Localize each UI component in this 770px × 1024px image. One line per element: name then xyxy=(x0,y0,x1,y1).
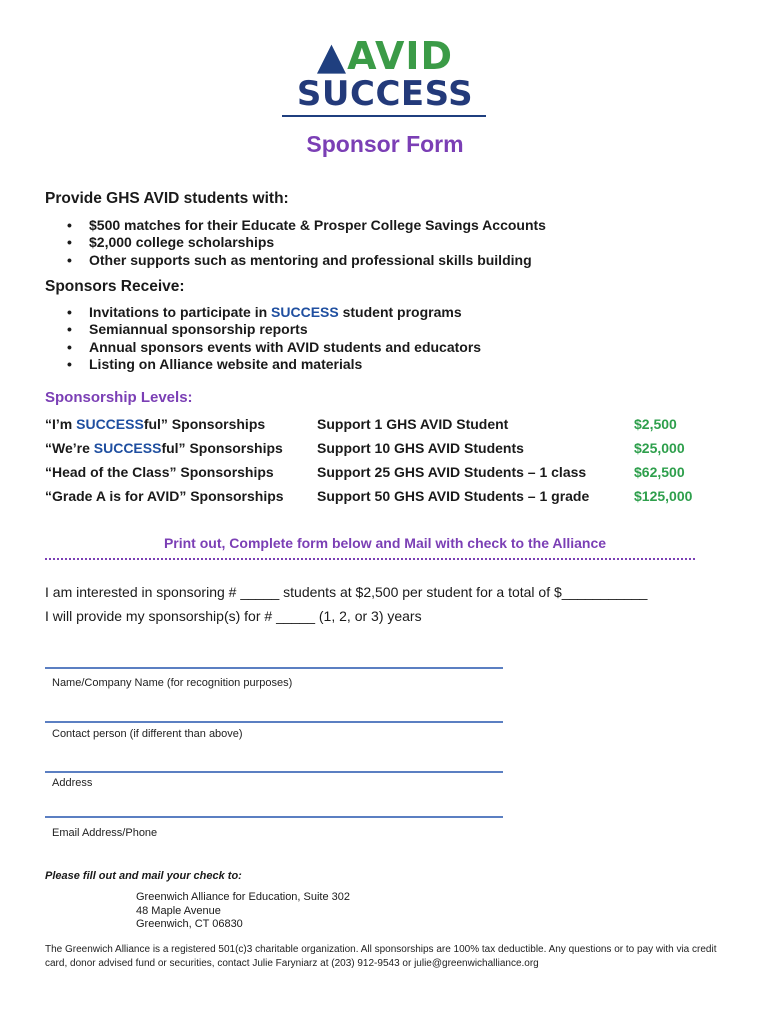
mail-heading: Please fill out and mail your check to: xyxy=(45,870,242,882)
sponsor-count-line[interactable]: I am interested in sponsoring # _____ students at $2,500 per student for a total of $___________ xyxy=(45,584,648,600)
item-text: Invitations to participate in xyxy=(89,304,272,320)
provide-list-wrap xyxy=(45,217,745,269)
dotted-divider xyxy=(45,558,695,560)
level-amount: $125,000 xyxy=(634,488,693,504)
level-row xyxy=(45,440,705,462)
receive-heading: Sponsors Receive: xyxy=(45,278,185,295)
address-field-line[interactable] xyxy=(45,771,503,773)
item-text: student programs xyxy=(338,304,462,320)
level-name-post: ful” Sponsorships xyxy=(143,416,266,432)
level-amount: $25,000 xyxy=(634,440,685,456)
level-name-pre: “We’re xyxy=(45,440,94,456)
list-item: • Annual sponsors events with AVID students and educators xyxy=(45,339,745,356)
address-field-label: Address xyxy=(52,777,93,789)
provide-section xyxy=(45,190,289,208)
level-support: Support 25 GHS AVID Students – 1 class xyxy=(317,464,587,480)
provide-heading: Provide GHS AVID students with: xyxy=(45,190,289,207)
level-support: Support 10 GHS AVID Students xyxy=(317,440,524,456)
logo-line1: AVID xyxy=(347,34,454,78)
level-name-pre: “I’m xyxy=(45,416,77,432)
contact-field-label: Contact person (if different than above) xyxy=(52,728,243,740)
sponsor-years-line[interactable]: I will provide my sponsorship(s) for # _____ (1, 2, or 3) years xyxy=(45,608,422,624)
address-line: 48 Maple Avenue xyxy=(136,904,221,917)
level-name: “Head of the Class” Sponsorships xyxy=(45,464,274,480)
logo-triangle-icon: ▲ xyxy=(316,34,348,78)
address-line: Greenwich, CT 06830 xyxy=(136,918,243,930)
name-field-label: Name/Company Name (for recognition purposes) xyxy=(52,677,293,689)
level-support: Support 50 GHS AVID Students – 1 grade xyxy=(317,488,590,504)
receive-section xyxy=(45,278,185,296)
name-field-line[interactable] xyxy=(45,667,503,669)
list-item xyxy=(45,304,745,321)
level-name xyxy=(45,440,283,456)
email-phone-field-line[interactable] xyxy=(45,816,503,818)
list-item: • Semiannual sponsorship reports xyxy=(45,321,745,338)
level-row xyxy=(45,416,705,438)
print-note: Print out, Complete form below and Mail with check to the Alliance xyxy=(163,535,607,551)
logo-divider xyxy=(282,115,486,117)
success-highlight: SUCCESS xyxy=(76,416,144,432)
list-item: • $500 matches for their Educate & Prosper College Savings Accounts xyxy=(45,217,745,234)
address-line: Greenwich Alliance for Education, Suite 302 xyxy=(136,891,351,903)
level-amount: $2,500 xyxy=(634,416,677,432)
receive-list-wrap xyxy=(45,304,745,373)
list-item: • Listing on Alliance website and materials xyxy=(45,356,745,373)
logo-success-text: SUCCESS xyxy=(296,74,474,114)
avid-success-logo xyxy=(0,36,770,112)
level-row xyxy=(45,464,705,486)
level-name xyxy=(45,416,265,432)
level-row xyxy=(45,488,705,510)
level-name-post: ful” Sponsorships xyxy=(161,440,283,456)
receive-list xyxy=(45,304,745,373)
logo-avid-text xyxy=(0,36,770,76)
list-item: • Other supports such as mentoring and professional skills building xyxy=(45,252,745,269)
email-phone-field-label: Email Address/Phone xyxy=(52,827,158,839)
success-highlight: SUCCESS xyxy=(271,304,339,320)
mailing-address xyxy=(136,891,350,932)
level-name: “Grade A is for AVID” Sponsorships xyxy=(45,488,284,504)
contact-field-line[interactable] xyxy=(45,721,503,723)
success-highlight: SUCCESS xyxy=(93,440,162,456)
list-item: • $2,000 college scholarships xyxy=(45,234,745,251)
level-support: Support 1 GHS AVID Student xyxy=(317,416,509,432)
levels-heading: Sponsorship Levels: xyxy=(45,389,193,406)
page-title: Sponsor Form xyxy=(306,131,464,157)
footer-note: The Greenwich Alliance is a registered 501(c)3 charitable organization. All sponsorships are 100% tax deductible. Any questions or to pay with via credit card, donor advised fund or securities, contact Julie Faryniarz at (203) 912-9543 or julie@greenwichalliance.org xyxy=(45,944,717,969)
provide-list xyxy=(45,217,745,269)
level-amount: $62,500 xyxy=(634,464,685,480)
